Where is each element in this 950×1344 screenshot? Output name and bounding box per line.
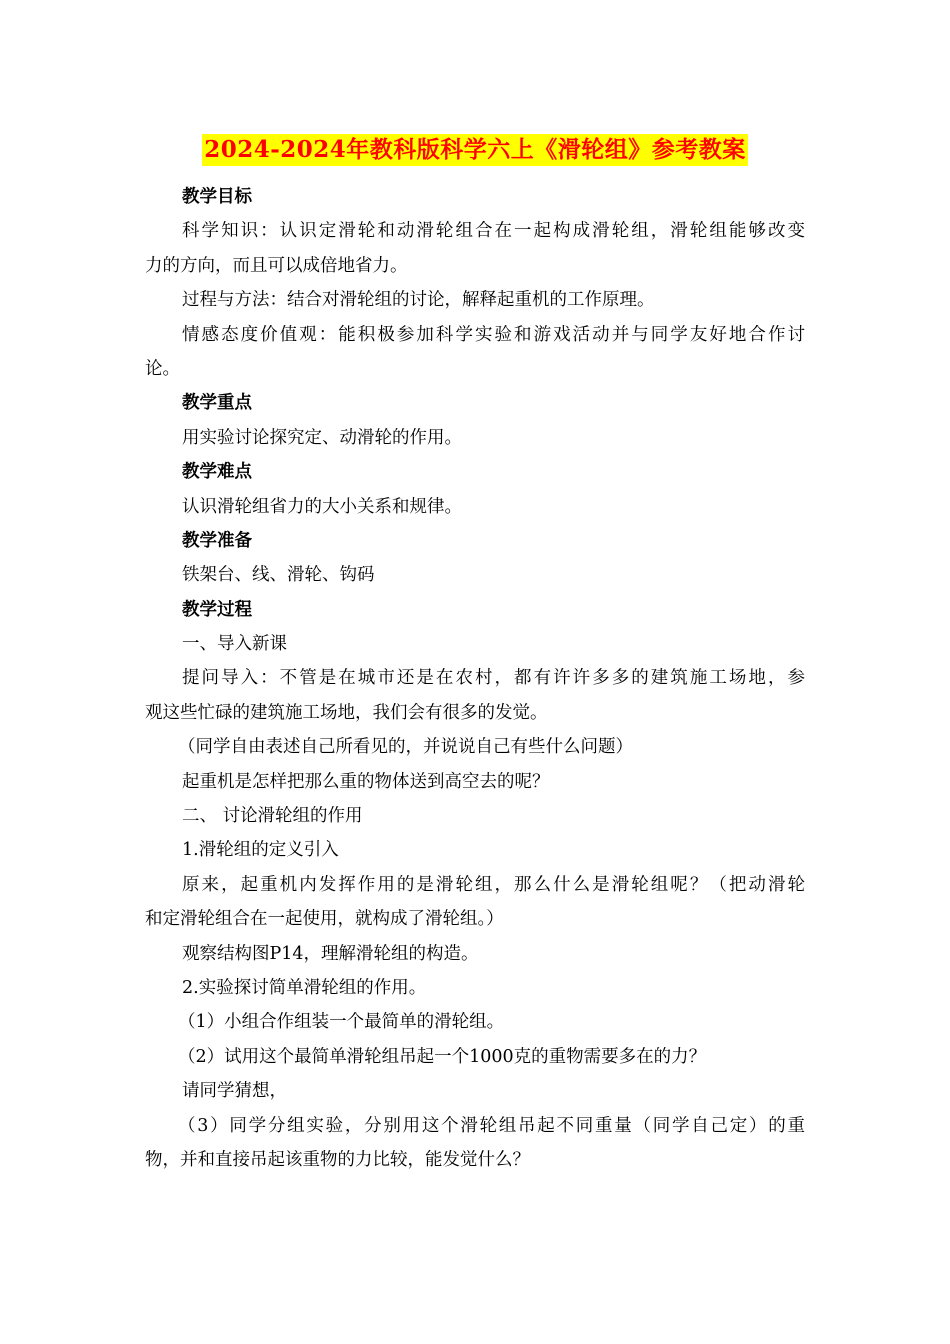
document-title: 2024-2024年教科版科学六上《滑轮组》参考教案 — [202, 134, 748, 166]
paragraph-line: 起重机是怎样把那么重的物体送到高空去的呢？ — [182, 771, 550, 792]
document-body — [145, 180, 805, 1177]
paragraph-line: （同学自由表述自己所看见的，并说说自己有些什么问题） — [178, 737, 633, 758]
paragraph-line: 科学知识：认识定滑轮和动滑轮组合在一起构成滑轮组，滑轮组能够改变 — [182, 221, 805, 242]
section-heading: 教学准备 — [182, 530, 252, 551]
paragraph-line: 请同学猜想， — [182, 1081, 287, 1102]
paragraph-line: 论。 — [145, 358, 180, 379]
section-heading: 教学重点 — [182, 393, 252, 414]
paragraph-line: （1）小组合作组装一个最简单的滑轮组。 — [178, 1012, 505, 1033]
paragraph-line: 原来，起重机内发挥作用的是滑轮组，那么什么是滑轮组呢？（把动滑轮 — [182, 874, 805, 895]
paragraph-line: 观察结构图P14，理解滑轮组的构造。 — [182, 943, 479, 964]
paragraph-line: 1.滑轮组的定义引入 — [182, 840, 339, 861]
paragraph-line: 2.实验探讨简单滑轮组的作用。 — [182, 977, 427, 998]
paragraph-line: 和定滑轮组合在一起使用，就构成了滑轮组。） — [145, 909, 504, 930]
section-heading: 教学目标 — [182, 187, 252, 207]
paragraph-line: 铁架台、线、滑轮、钩码 — [182, 565, 375, 586]
paragraph-line: 情感态度价值观：能积极参加科学实验和游戏活动并与同学友好地合作讨 — [182, 324, 805, 345]
paragraph-line: 物，并和直接吊起该重物的力比较，能发觉什么？ — [145, 1149, 530, 1170]
paragraph-line: 二、 讨论滑轮组的作用 — [182, 806, 363, 827]
paragraph-line: 提问导入：不管是在城市还是在农村，都有许许多多的建筑施工场地，参 — [182, 668, 805, 689]
section-heading: 教学难点 — [182, 462, 252, 483]
section-heading: 教学过程 — [182, 599, 252, 620]
paragraph-line: 观这些忙碌的建筑施工场地，我们会有很多的发觉。 — [145, 702, 548, 723]
paragraph-line: 力的方向，而且可以成倍地省力。 — [145, 255, 408, 276]
paragraph-line: 过程与方法：结合对滑轮组的讨论，解释起重机的工作原理。 — [182, 290, 655, 311]
paragraph-line: 认识滑轮组省力的大小关系和规律。 — [182, 496, 462, 517]
title-container — [0, 134, 950, 166]
paragraph-line: （3）同学分组实验，分别用这个滑轮组吊起不同重量（同学自己定）的重 — [178, 1115, 805, 1136]
paragraph-line: 一、导入新课 — [182, 634, 287, 655]
paragraph-line: 用实验讨论探究定、动滑轮的作用。 — [182, 427, 462, 448]
paragraph-line: （2）试用这个最简单滑轮组吊起一个1000克的重物需要多在的力？ — [178, 1046, 707, 1067]
